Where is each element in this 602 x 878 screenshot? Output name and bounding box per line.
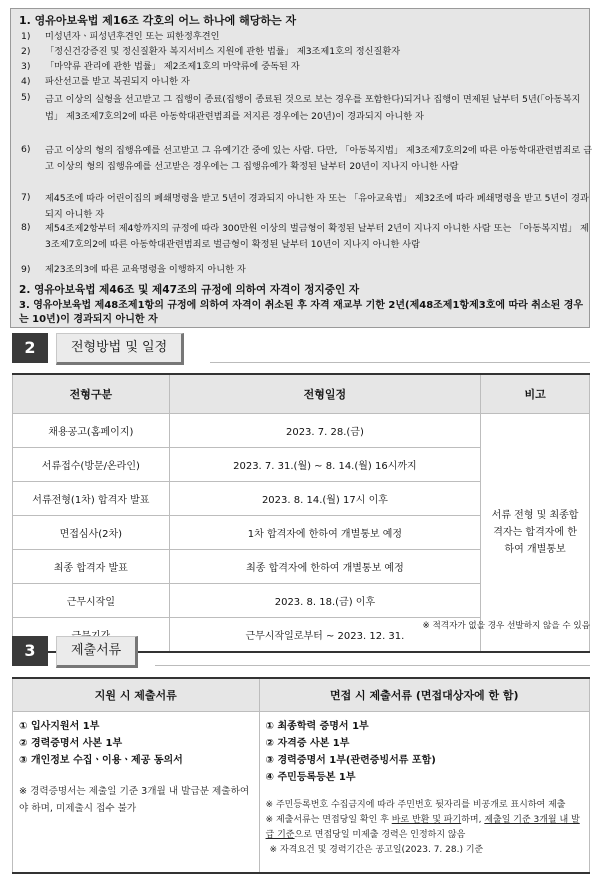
list-item: 3) 「마약류 관리에 관한 법률」 제2조제1호의 마약류에 중독된 자: [21, 61, 300, 72]
ineligibility-heading-3: 3. 영유아보육법 제48조제1항의 규정에 의하여 자격이 취소된 후 자격 재교부 기한 2년(제48조제1항제3호에 따라 취소된 경우는 10년)이 경과되지 아니한 자: [19, 300, 584, 325]
table-cell: 근무시작일로부터 ~ 2023. 12. 31.: [169, 618, 480, 653]
table-cell: 2023. 7. 31.(월) ~ 8. 14.(월) 16시까지: [169, 448, 480, 482]
interview-note-1: ※ 주민등록번호 수집금지에 따라 주민번호 뒷자리를 비공개로 표시하여 제출: [265, 800, 566, 810]
list-item: 7) 제45조에 따라 어린이집의 폐쇄명령을 받고 5년이 경과되지 아니한 자 또는 「유아교육법」 제32조에 따라 폐쇄명령을 받고 5년이 경과되지 아니한 자: [21, 192, 589, 220]
table-cell: 서류접수(방문/온라인): [13, 448, 170, 482]
interview-note-3: ※ 자격요건 및 경력기간은 공고일(2023. 7. 28.) 기준: [269, 845, 484, 855]
document-item: ① 최종학력 증명서 1부: [265, 721, 369, 732]
application-docs-cell: [13, 712, 260, 874]
section-number: 3: [12, 636, 48, 666]
divider: [155, 665, 590, 666]
ineligibility-box: [10, 8, 593, 328]
document-item: ② 자격증 사본 1부: [265, 738, 350, 749]
schedule-table: [12, 373, 590, 653]
ineligibility-heading-1: 1. 영유아보육법 제16조 각호의 어느 하나에 해당하는 자: [19, 14, 297, 27]
list-item: 5) 금고 이상의 실형을 선고받고 그 집행이 종료(집행이 종료된 것으로 보는 경우를 포함한다)되거나 집행이 면제된 날부터 5년(「아동복지법」 제3조제7호의2에 따른 아동학대관련범죄를 저지른 경우에는 20년)이 경과되지 아니한 자: [21, 92, 581, 122]
column-header: 면접 시 제출서류 (면접대상자에 한 함): [259, 678, 589, 712]
table-row: [13, 414, 590, 448]
list-item: 9) 제23조의3에 따른 교육명령을 이행하지 아니한 자: [21, 264, 246, 275]
table-cell: 2023. 8. 18.(금) 이후: [169, 584, 480, 618]
table-cell: 면접심사(2차): [13, 516, 170, 550]
table-cell: 2023. 8. 14.(월) 17시 이후: [169, 482, 480, 516]
list-item: 4) 파산선고를 받고 복권되지 아니한 자: [21, 76, 190, 87]
table-cell: 채용공고(홈페이지): [13, 414, 170, 448]
table-cell: 최종 합격자에 한하여 개별통보 예정: [169, 550, 480, 584]
table-cell: 2023. 7. 28.(금): [169, 414, 480, 448]
column-header: 비고: [481, 374, 590, 414]
section-number: 2: [12, 333, 48, 363]
list-item: 6) 금고 이상의 형의 집행유예를 선고받고 그 유예기간 중에 있는 사람. 다만, 「아동복지법」 제3조제7호의2에 따른 아동학대관련범죄로 금고 이상의 형의 집행유예를 선고받은 경우에는 그 집행유예가 확정된 날부터 20년이 지나지 아니한 사람: [21, 144, 593, 172]
document-item: ③ 경력증명서 1부(관련증빙서류 포함): [265, 755, 436, 766]
list-item: 2) 「정신건강증진 및 정신질환자 복지서비스 지원에 관한 법률」 제3조제1호의 정신질환자: [21, 46, 401, 57]
divider: [210, 362, 590, 363]
documents-table: [12, 677, 590, 874]
document-item: ② 경력증명서 사본 1부: [19, 738, 123, 749]
document-item: ③ 개인정보 수집ㆍ이용ㆍ제공 동의서: [19, 755, 183, 766]
document-item: ④ 주민등록등본 1부: [265, 772, 356, 783]
document-item: ① 입사지원서 1부: [19, 721, 100, 732]
list-item: 8) 제54조제2항부터 제4항까지의 규정에 따라 300만원 이상의 벌금형이 확정된 날부터 2년이 지나지 아니한 사람 또는 「아동복지법」 제3조제7호의2에 따른 아동학대관련범죄로 벌금형이 확정된 날부터 10년이 지나지 아니한 사람: [21, 222, 589, 250]
schedule-note: ※ 적격자가 없을 경우 선발하지 않을 수 있음: [422, 621, 590, 631]
table-cell: 최종 합격자 발표: [13, 550, 170, 584]
table-cell: 근무시작일: [13, 584, 170, 618]
section-title: 전형방법 및 일정: [56, 333, 184, 365]
interview-docs-cell: [259, 712, 589, 874]
table-cell: 서류전형(1차) 합격자 발표: [13, 482, 170, 516]
list-item: 1) 미성년자ㆍ피성년후견인 또는 피한정후견인: [21, 31, 220, 42]
interview-note-2: ※ 제출서류는 면접당일 확인 후 바로 반환 및 파기하며, 제출일 기준 3개월 내 발급 기준으로 면접당일 미제출 경력은 인정하지 않음: [265, 815, 580, 840]
column-header: 전형일정: [169, 374, 480, 414]
table-cell: 1차 합격자에 한하여 개별통보 예정: [169, 516, 480, 550]
ineligibility-heading-2: 2. 영유아보육법 제46조 및 제47조의 규정에 의하여 자격이 정지중인 자: [19, 284, 360, 296]
column-header: 지원 시 제출서류: [13, 678, 260, 712]
application-note: ※ 경력증명서는 제출일 기준 3개월 내 발급분 제출하여야 하며, 미제출시 접수 불가: [19, 786, 250, 814]
column-header: 전형구분: [13, 374, 170, 414]
section-title: 제출서류: [56, 636, 138, 668]
remark-cell: 서류 전형 및 최종합격자는 합격자에 한하여 개별통보: [481, 414, 590, 653]
